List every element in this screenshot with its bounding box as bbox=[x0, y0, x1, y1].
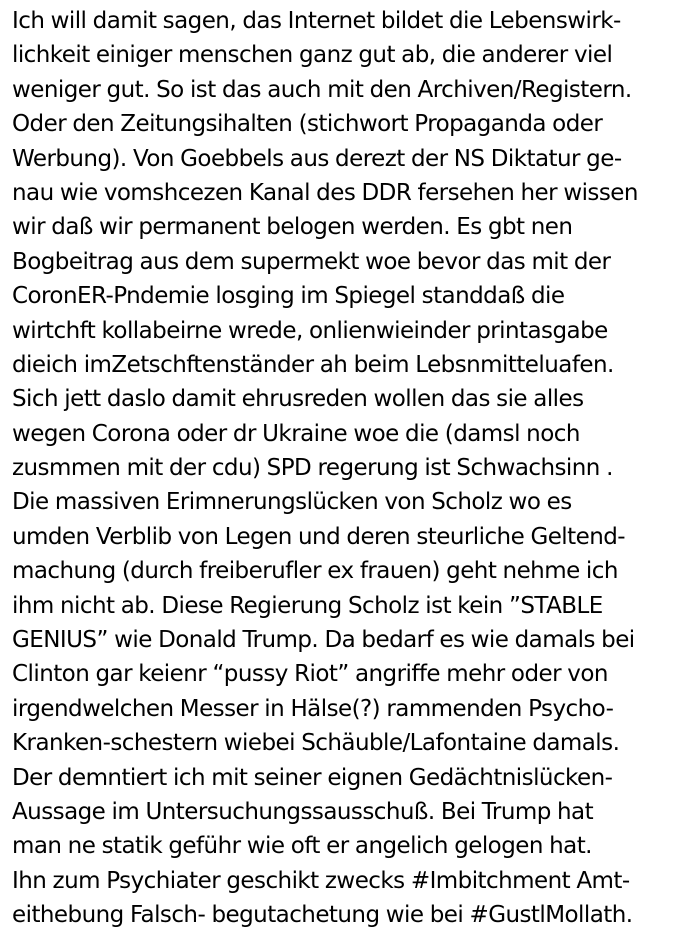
text-line: Die massiven Erimnerungslücken von Scholz wo es bbox=[12, 489, 572, 516]
text-line: Bogbeitrag aus dem supermekt woe bevor das mit der bbox=[12, 248, 611, 275]
text-line: man ne statik geführ wie oft er angelich gelogen hat. bbox=[12, 833, 592, 860]
text-line: Sich jett daslo damit ehrusreden wollen das sie alles bbox=[12, 386, 584, 413]
text-line: Kranken-schestern wiebei Schäuble/Lafontaine damals. bbox=[12, 730, 620, 757]
text-line: CoronER-Pndemie losging im Spiegel standdaß die bbox=[12, 283, 565, 310]
text-line: Werbung). Von Goebbels aus derezt der NS Diktatur ge- bbox=[12, 145, 622, 172]
text-line: nau wie vomshcezen Kanal des DDR fersehen her wissen bbox=[12, 179, 638, 206]
text-line: ihm nicht ab. Diese Regierung Scholz ist kein ”STABLE bbox=[12, 592, 603, 619]
text-line: zusmmen mit der cdu) SPD regerung ist Schwachsinn . bbox=[12, 455, 613, 482]
text-line: wirtchft kollabeirne wrede, onlienwieinder printasgabe bbox=[12, 317, 608, 344]
body-text bbox=[12, 4, 680, 933]
text-line: Ich will damit sagen, das Internet bildet die Lebenswirk- bbox=[12, 8, 621, 34]
text-line: Aussage im Untersuchungssausschuß. Bei Trump hat bbox=[12, 798, 594, 825]
text-line: Clinton gar keienr “pussy Riot” angriffe mehr oder von bbox=[12, 661, 608, 688]
text-line: Oder den Zeitungsihalten (stichwort Propaganda oder bbox=[12, 111, 603, 138]
text-line: wir daß wir permanent belogen werden. Es gbt nen bbox=[12, 214, 573, 241]
text-line: irgendwelchen Messer in Hälse(?) rammenden Psycho- bbox=[12, 695, 614, 722]
text-line: eithebung Falsch- begutachetung wie bei #GustlMollath. bbox=[12, 902, 633, 929]
text-line: weniger gut. So ist das auch mit den Archiven/Registern. bbox=[12, 76, 632, 103]
text-line: Der demntiert ich mit seiner eignen Gedächtnislücken- bbox=[12, 764, 613, 791]
text-line: GENIUS” wie Donald Trump. Da bedarf es wie damals bei bbox=[12, 627, 635, 654]
text-line: lichkeit einiger menschen ganz gut ab, die anderer viel bbox=[12, 42, 613, 69]
text-line: umden Verblib von Legen und deren steurliche Geltend- bbox=[12, 523, 626, 550]
text-line: machung (durch freiberufler ex frauen) geht nehme ich bbox=[12, 558, 618, 585]
text-line: wegen Corona oder dr Ukraine woe die (damsl noch bbox=[12, 420, 580, 447]
text-line: dieich imZetschftenständer ah beim Lebsnmitteluafen. bbox=[12, 351, 614, 378]
text-line: Ihn zum Psychiater geschikt zwecks #Imbitchment Amt- bbox=[12, 867, 630, 894]
